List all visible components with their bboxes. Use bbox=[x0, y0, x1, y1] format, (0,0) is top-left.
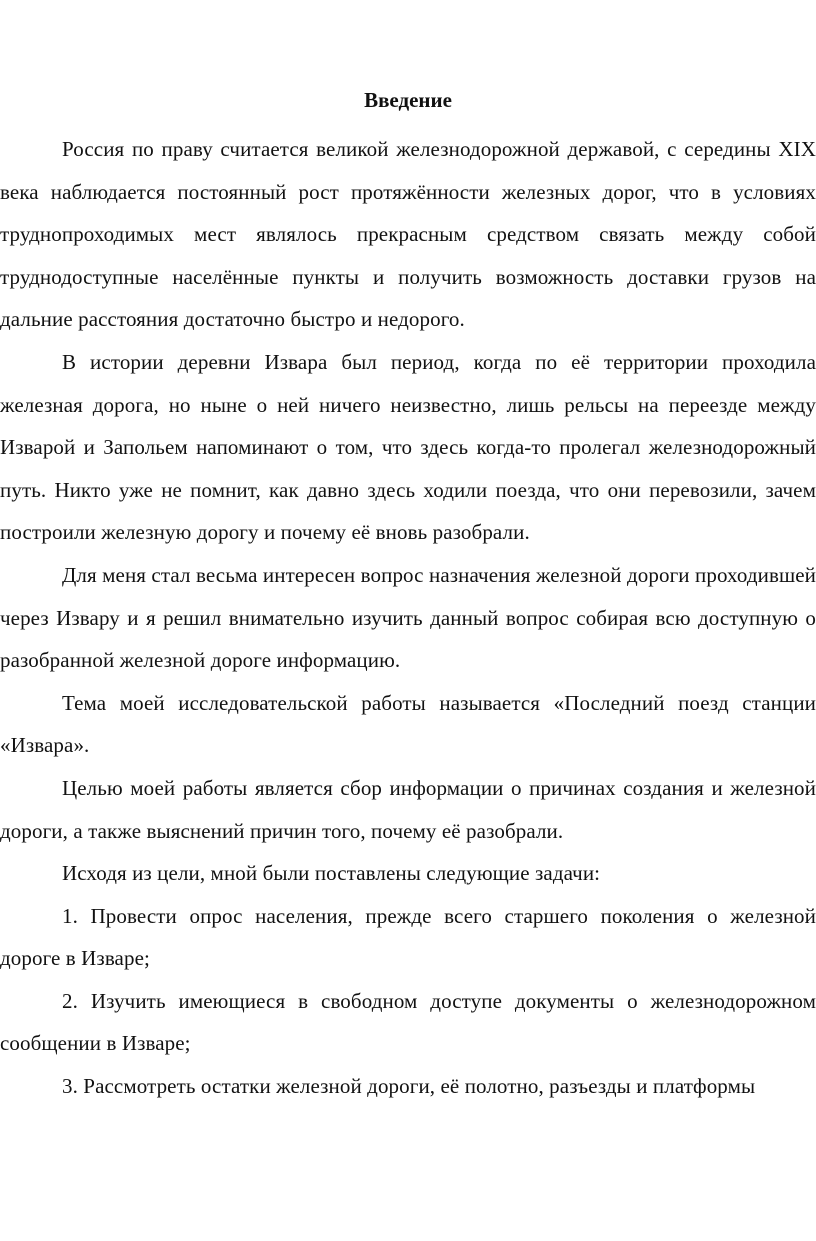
paragraph-tasks-intro: Исходя из цели, мной были поставлены следующие задачи: bbox=[62, 861, 601, 886]
task-item-3: 3. Рассмотреть остатки железной дороги, её полотно, разъезды и платформы bbox=[62, 1074, 756, 1099]
paragraph-goal: Целью моей работы является сбор информации о причинах создания и железной дороги, а также выяснений причин того, почему её разобрали. bbox=[0, 775, 816, 843]
paragraph-history: В истории деревни Извара был период, когда по её территории проходила железная дорога, но ныне о ней ничего неизвестно, лишь рельсы на переезде между Изварой и Запольем напоминают о том, что здесь когда-то пролегал железнодорожный путь. Никто уже не помнит, как давно здесь ходили поезда, что они перевозили, зачем построили железную дорогу и почему её вновь разобрали. bbox=[0, 349, 816, 545]
task-item-1: 1. Провести опрос населения, прежде всего старшего поколения о железной дороге в Изваре; bbox=[0, 903, 816, 971]
paragraph-intro: Россия по праву считается великой железнодорожной державой, с середины XIX века наблюдается постоянный рост протяжённости железных дорог, что в условиях труднопроходимых мест являлось прекрасным средством связать между собой труднодоступные населённые пункты и получить возможность доставки грузов на дальние расстояния достаточно быстро и недорого. bbox=[0, 137, 816, 332]
paragraph-topic: Тема моей исследовательской работы называется «Последний поезд станции «Извара». bbox=[0, 690, 816, 758]
page-title: Введение bbox=[364, 88, 452, 112]
task-item-2: 2. Изучить имеющиеся в свободном доступе документы о железнодорожном сообщении в Изваре; bbox=[0, 988, 816, 1056]
paragraph-motivation: Для меня стал весьма интересен вопрос назначения железной дороги проходившей через Извару и я решил внимательно изучить данный вопрос собирая всю доступную о разобранной железной дороге информацию. bbox=[0, 562, 816, 673]
